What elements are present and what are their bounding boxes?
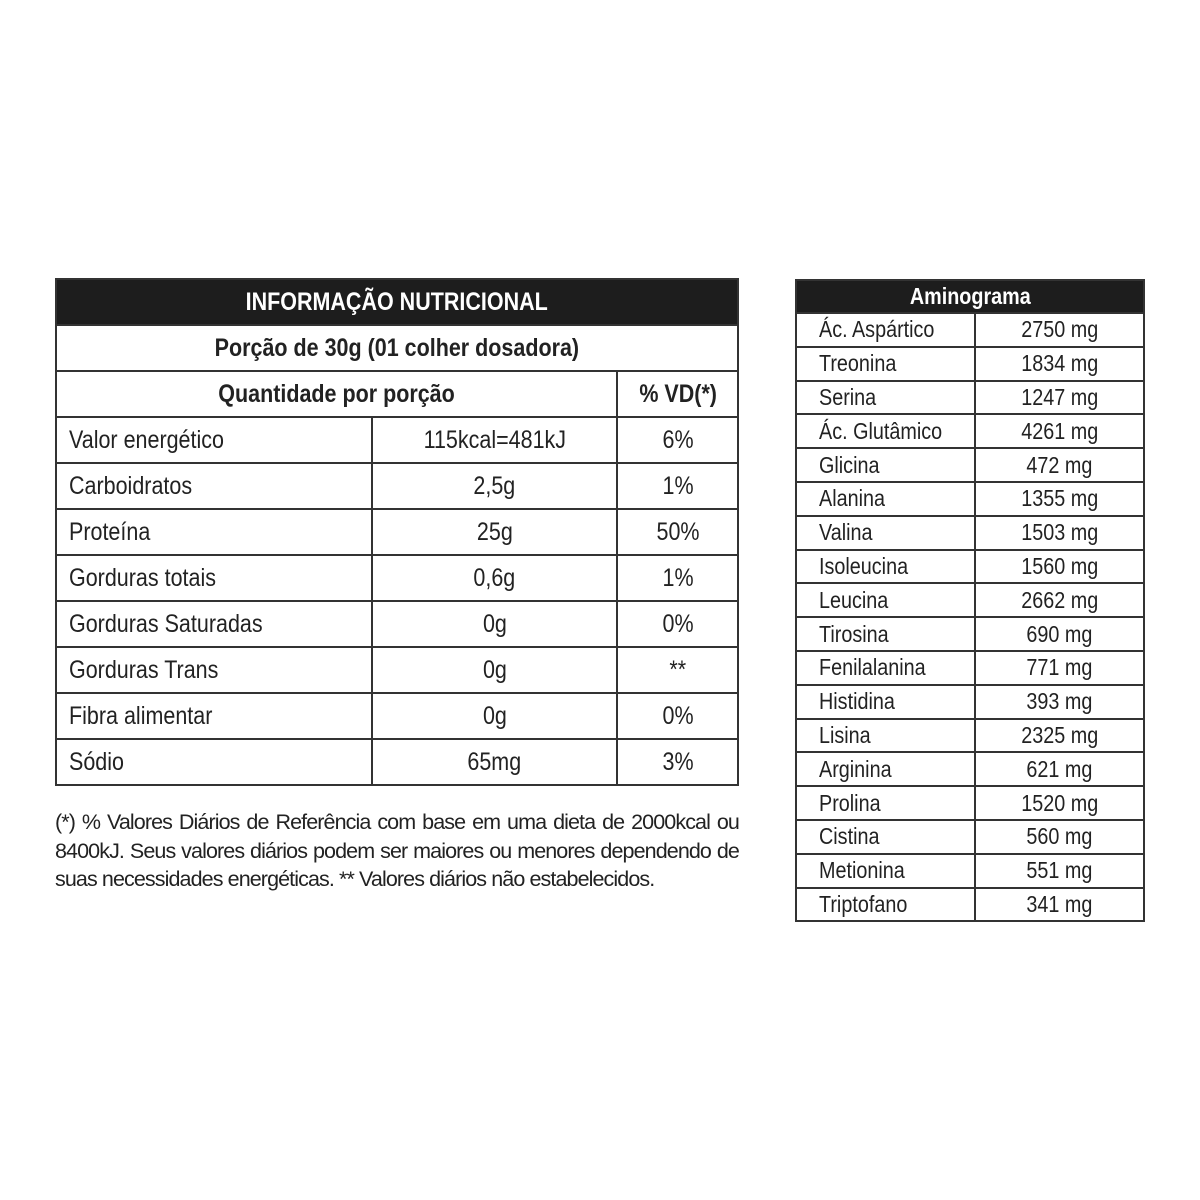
nutrient-daily-value-cell <box>617 417 738 463</box>
amino-name-cell <box>796 482 975 516</box>
nutrient-name: Proteína <box>69 517 151 546</box>
amino-name: Leucina <box>819 586 889 613</box>
nutrient-daily-value-cell <box>617 693 738 739</box>
nutrient-name-cell <box>56 463 372 509</box>
amino-value: 690 mg <box>1026 620 1093 647</box>
nutrient-quantity: 0g <box>482 655 507 684</box>
nutrient-daily-value: 3% <box>662 747 694 776</box>
amino-name: Tirosina <box>819 620 889 647</box>
amino-row <box>796 414 1144 448</box>
amino-row <box>796 786 1144 820</box>
nutrient-quantity-cell <box>372 509 618 555</box>
amino-row <box>796 381 1144 415</box>
amino-value: 1520 mg <box>1021 789 1098 816</box>
nutrient-quantity-cell <box>372 647 618 693</box>
nutrient-name-cell <box>56 693 372 739</box>
amino-name-cell <box>796 313 975 347</box>
nutrient-daily-value-cell <box>617 463 738 509</box>
amino-value: 560 mg <box>1026 823 1093 850</box>
amino-value: 2325 mg <box>1021 721 1098 748</box>
nutrient-name-cell <box>56 601 372 647</box>
amino-name-cell <box>796 516 975 550</box>
portion-cell <box>56 325 738 371</box>
nutrient-daily-value-cell <box>617 647 738 693</box>
amino-value: 621 mg <box>1026 755 1093 782</box>
amino-name: Ác. Aspártico <box>819 316 935 343</box>
amino-name-cell <box>796 786 975 820</box>
nutrient-daily-value-cell <box>617 739 738 785</box>
amino-value-cell <box>975 786 1144 820</box>
nutrient-quantity: 0,6g <box>473 563 516 592</box>
amino-row <box>796 516 1144 550</box>
portion-text: Porção de 30g (01 colher dosadora) <box>214 333 580 362</box>
amino-value: 4261 mg <box>1021 417 1098 444</box>
amino-value-cell <box>975 414 1144 448</box>
nutrient-quantity: 0g <box>482 701 507 730</box>
amino-row <box>796 820 1144 854</box>
amino-value-cell <box>975 550 1144 584</box>
nutrient-quantity-cell <box>372 601 618 647</box>
amino-value-cell <box>975 448 1144 482</box>
nutrient-row <box>56 555 738 601</box>
nutrient-daily-value-cell <box>617 509 738 555</box>
nutrition-title-text: INFORMAÇÃO NUTRICIONAL <box>245 287 549 316</box>
nutrient-daily-value: 1% <box>662 471 694 500</box>
nutrient-name: Gorduras totais <box>69 563 216 592</box>
nutrient-daily-value: 0% <box>662 609 694 638</box>
amino-value-cell <box>975 583 1144 617</box>
amino-name-cell <box>796 854 975 888</box>
amino-value: 1503 mg <box>1021 519 1098 546</box>
amino-value-cell <box>975 347 1144 381</box>
portion-row <box>56 325 738 371</box>
nutrient-daily-value: 1% <box>662 563 694 592</box>
amino-value-cell <box>975 888 1144 922</box>
amino-name-cell <box>796 414 975 448</box>
nutrient-daily-value-cell <box>617 555 738 601</box>
amino-value: 1834 mg <box>1021 350 1098 377</box>
amino-row <box>796 888 1144 922</box>
amino-name: Histidina <box>819 688 895 715</box>
amino-name: Fenilalanina <box>819 654 926 681</box>
aminogram-table <box>795 279 1145 922</box>
amino-value: 1247 mg <box>1021 383 1098 410</box>
amino-value-cell <box>975 752 1144 786</box>
amino-value-cell <box>975 820 1144 854</box>
col-header-vd-text: % VD(*) <box>638 379 717 408</box>
amino-value-cell <box>975 719 1144 753</box>
amino-name: Treonina <box>819 350 897 377</box>
amino-value-cell <box>975 854 1144 888</box>
nutrient-name-cell <box>56 647 372 693</box>
nutrient-name: Sódio <box>69 747 124 776</box>
amino-name: Lisina <box>819 721 871 748</box>
nutrient-quantity: 0g <box>482 609 507 638</box>
nutrient-quantity-cell <box>372 463 618 509</box>
col-header-qty <box>56 371 617 417</box>
amino-name: Prolina <box>819 789 881 816</box>
amino-value: 341 mg <box>1026 890 1093 917</box>
amino-row <box>796 752 1144 786</box>
amino-value-cell <box>975 381 1144 415</box>
aminogram-title <box>796 280 1144 313</box>
nutrient-quantity: 25g <box>476 517 513 546</box>
amino-name: Arginina <box>819 755 892 782</box>
nutrition-title <box>56 279 738 325</box>
amino-value-cell <box>975 516 1144 550</box>
amino-value: 2662 mg <box>1021 586 1098 613</box>
amino-row <box>796 651 1144 685</box>
nutrient-row <box>56 739 738 785</box>
amino-row <box>796 583 1144 617</box>
nutrient-row <box>56 647 738 693</box>
nutrient-daily-value-cell <box>617 601 738 647</box>
amino-name: Glicina <box>819 451 880 478</box>
aminogram-title-text: Aminograma <box>909 283 1031 309</box>
amino-row <box>796 617 1144 651</box>
amino-value-cell <box>975 651 1144 685</box>
amino-name: Alanina <box>819 485 885 512</box>
amino-value-cell <box>975 617 1144 651</box>
amino-name-cell <box>796 381 975 415</box>
col-header-vd <box>617 371 738 417</box>
amino-name-cell <box>796 347 975 381</box>
aminogram-title-row <box>796 280 1144 313</box>
nutrient-row <box>56 509 738 555</box>
nutrient-quantity-cell <box>372 555 618 601</box>
amino-value: 1355 mg <box>1021 485 1098 512</box>
amino-row <box>796 313 1144 347</box>
nutrient-name-cell <box>56 555 372 601</box>
nutrient-quantity: 2,5g <box>473 471 516 500</box>
amino-name: Cistina <box>819 823 880 850</box>
nutrient-quantity: 65mg <box>467 747 522 776</box>
nutrient-name: Carboidratos <box>69 471 193 500</box>
amino-row <box>796 448 1144 482</box>
amino-row <box>796 347 1144 381</box>
col-header-qty-text: Quantidade por porção <box>218 379 455 408</box>
nutrient-quantity-cell <box>372 693 618 739</box>
amino-name-cell <box>796 752 975 786</box>
amino-row <box>796 685 1144 719</box>
amino-value: 1560 mg <box>1021 552 1098 579</box>
amino-name: Valina <box>819 519 873 546</box>
nutrition-title-row <box>56 279 738 325</box>
nutrient-name-cell <box>56 739 372 785</box>
nutrient-daily-value: ** <box>669 655 687 684</box>
amino-name-cell <box>796 888 975 922</box>
nutrient-row <box>56 601 738 647</box>
amino-name-cell <box>796 651 975 685</box>
amino-name: Triptofano <box>819 890 908 917</box>
amino-row <box>796 482 1144 516</box>
nutrient-name-cell <box>56 509 372 555</box>
nutrient-name: Gorduras Trans <box>69 655 219 684</box>
nutrient-daily-value: 0% <box>662 701 694 730</box>
nutrient-quantity-cell <box>372 739 618 785</box>
amino-name: Ác. Glutâmico <box>819 417 943 444</box>
nutrient-row <box>56 463 738 509</box>
amino-name-cell <box>796 820 975 854</box>
nutrient-name: Valor energético <box>69 425 224 454</box>
amino-value-cell <box>975 685 1144 719</box>
amino-name-cell <box>796 448 975 482</box>
nutrient-quantity-cell <box>372 417 618 463</box>
nutrient-name-cell <box>56 417 372 463</box>
amino-row <box>796 719 1144 753</box>
nutrition-facts-table <box>55 278 739 786</box>
amino-name: Metionina <box>819 857 905 884</box>
amino-value: 2750 mg <box>1021 316 1098 343</box>
amino-value: 551 mg <box>1026 857 1093 884</box>
nutrient-row <box>56 417 738 463</box>
amino-name-cell <box>796 550 975 584</box>
nutrient-daily-value: 6% <box>662 425 694 454</box>
amino-value: 771 mg <box>1026 654 1093 681</box>
amino-name-cell <box>796 719 975 753</box>
column-header-row <box>56 371 738 417</box>
amino-name-cell <box>796 583 975 617</box>
nutrient-name: Gorduras Saturadas <box>69 609 263 638</box>
amino-value: 472 mg <box>1026 451 1093 478</box>
amino-name-cell <box>796 685 975 719</box>
amino-value: 393 mg <box>1026 688 1093 715</box>
footnote: (*) % Valores Diários de Referência com base em uma dieta de 2000kcal ou 8400kJ. Seus valores diários podem ser maiores ou menores dependendo de suas necessidades energéticas. ** Valores diários não estabelecidos. <box>55 810 739 891</box>
amino-row <box>796 550 1144 584</box>
amino-value-cell <box>975 313 1144 347</box>
nutrient-row <box>56 693 738 739</box>
amino-value-cell <box>975 482 1144 516</box>
nutrient-daily-value: 50% <box>656 517 700 546</box>
amino-name-cell <box>796 617 975 651</box>
amino-name: Isoleucina <box>819 552 909 579</box>
amino-row <box>796 854 1144 888</box>
amino-name: Serina <box>819 383 877 410</box>
nutrient-name: Fibra alimentar <box>69 701 213 730</box>
nutrient-quantity: 115kcal=481kJ <box>423 425 566 454</box>
